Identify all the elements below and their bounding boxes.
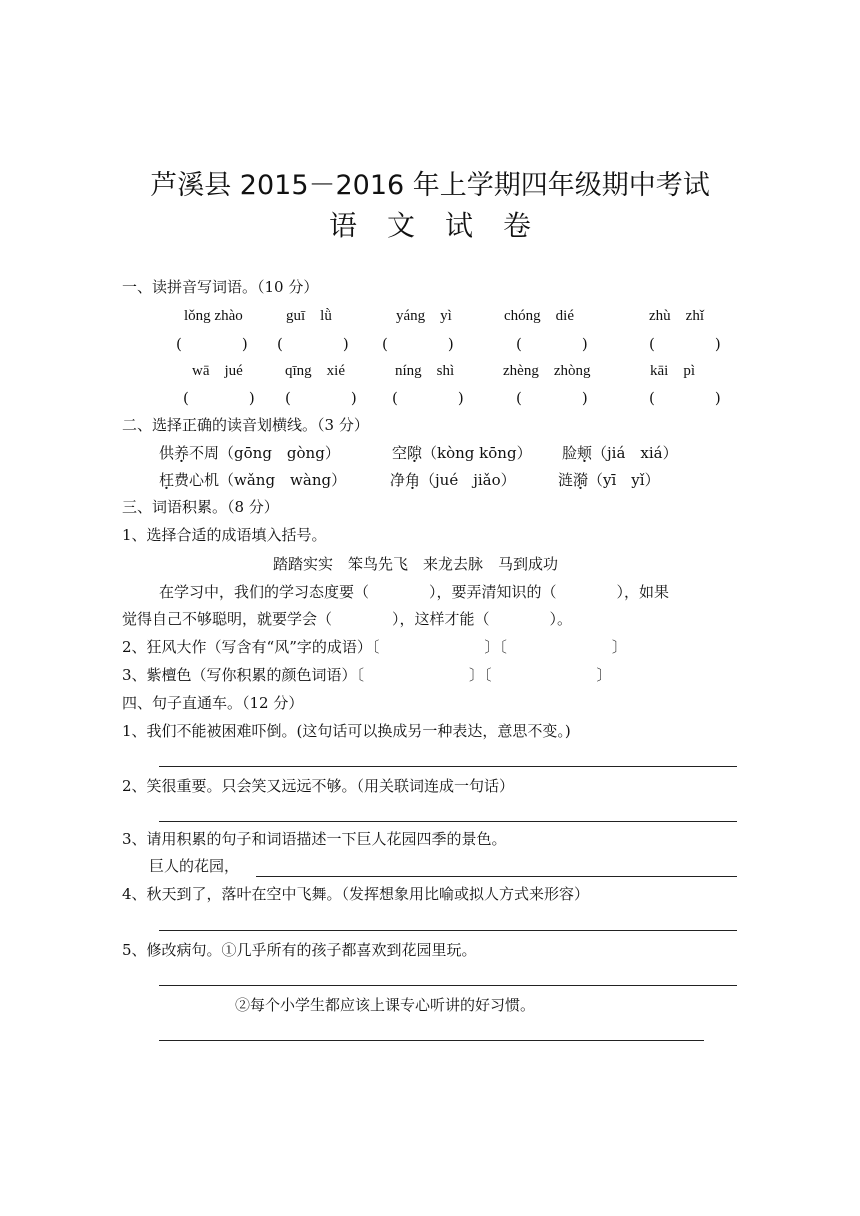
- section-4-heading: 四、句子直通车。（12 分）: [122, 694, 304, 712]
- pinyin-4: chóng dié: [504, 308, 574, 324]
- s4-question-3: 3、请用积累的句子和词语描述一下巨人花园四季的景色。: [122, 830, 507, 848]
- exam-subtitle: 语文试卷: [328, 209, 561, 242]
- answer-blank-4[interactable]: ( ): [516, 335, 588, 353]
- reading-item-3: 脸颊（jiá xiá）: [562, 444, 678, 462]
- section-3-heading: 三、词语积累。（8 分）: [122, 498, 279, 516]
- pinyin-3: yáng yì: [396, 308, 452, 324]
- idiom-options: 踏踏实实 笨鸟先飞 来龙去脉 马到成功: [273, 555, 559, 573]
- exam-title: 芦溪县 2015－2016 年上学期四年级期中考试: [150, 170, 710, 201]
- answer-line-6[interactable]: [159, 1040, 704, 1041]
- fill-paragraph-line-2: 觉得自己不够聪明，就要学会（ ），这样才能（ ）。: [122, 610, 573, 628]
- s3-question-2: 2、狂风大作（写含有“风”字的成语）〔 〕〔 〕: [122, 638, 627, 656]
- pinyin-6: wā jué: [192, 363, 243, 379]
- section-1-heading: 一、读拼音写词语。（10 分）: [122, 278, 319, 296]
- reading-item-2: 空隙（kòng kōng）: [392, 444, 532, 462]
- pinyin-7: qīng xié: [285, 363, 345, 379]
- pinyin-8: níng shì: [395, 363, 455, 379]
- s3-question-3: 3、紫檀色（写你积累的颜色词语）〔 〕〔 〕: [122, 666, 612, 684]
- reading-item-5: 净角（jué jiǎo）: [390, 471, 516, 489]
- section-2-heading: 二、选择正确的读音划横线。（3 分）: [122, 416, 369, 434]
- s4-question-4: 4、秋天到了，落叶在空中飞舞。（发挥想象用比喻或拟人方式来形容）: [122, 885, 590, 903]
- answer-line-3[interactable]: [256, 876, 737, 877]
- answer-line-2[interactable]: [159, 821, 737, 822]
- reading-item-6: 涟漪（yī yǐ）: [558, 471, 660, 489]
- answer-blank-5[interactable]: ( ): [649, 335, 721, 353]
- pinyin-9: zhèng zhòng: [503, 363, 591, 379]
- pinyin-10: kāi pì: [650, 363, 695, 379]
- answer-blank-2[interactable]: ( ): [277, 335, 349, 353]
- answer-line-1[interactable]: [159, 766, 737, 767]
- answer-blank-9[interactable]: ( ): [516, 389, 588, 407]
- answer-blank-3[interactable]: ( ): [382, 335, 454, 353]
- answer-line-5[interactable]: [159, 985, 737, 986]
- s3-question-1: 1、选择合适的成语填入括号。: [122, 526, 327, 544]
- reading-item-4: 枉费心机（wǎng wàng）: [159, 471, 347, 489]
- s4-question-2: 2、笑很重要。只会笑又远远不够。（用关联词连成一句话）: [122, 777, 515, 795]
- answer-blank-1[interactable]: ( ): [176, 335, 248, 353]
- fill-paragraph-line-1: 在学习中，我们的学习态度要（ ），要弄清知识的（ ），如果: [159, 583, 670, 601]
- s4-question-3-prompt: 巨人的花园，: [149, 857, 240, 875]
- answer-line-4[interactable]: [159, 930, 737, 931]
- pinyin-5: zhù zhǐ: [649, 308, 704, 324]
- reading-item-1: 供养不周（gōng gòng）: [159, 444, 340, 462]
- answer-blank-6[interactable]: ( ): [183, 389, 255, 407]
- pinyin-2: guī lǜ: [286, 308, 332, 324]
- s4-question-1: 1、我们不能被困难吓倒。(这句话可以换成另一种表达，意思不变。): [122, 722, 571, 740]
- s4-question-5b: ②每个小学生都应该上课专心听讲的好习惯。: [235, 996, 536, 1014]
- answer-blank-8[interactable]: ( ): [392, 389, 464, 407]
- s4-question-5: 5、修改病句。①几乎所有的孩子都喜欢到花园里玩。: [122, 941, 477, 959]
- answer-blank-10[interactable]: ( ): [649, 389, 721, 407]
- pinyin-1: lǒng zhào: [184, 308, 243, 324]
- answer-blank-7[interactable]: ( ): [285, 389, 357, 407]
